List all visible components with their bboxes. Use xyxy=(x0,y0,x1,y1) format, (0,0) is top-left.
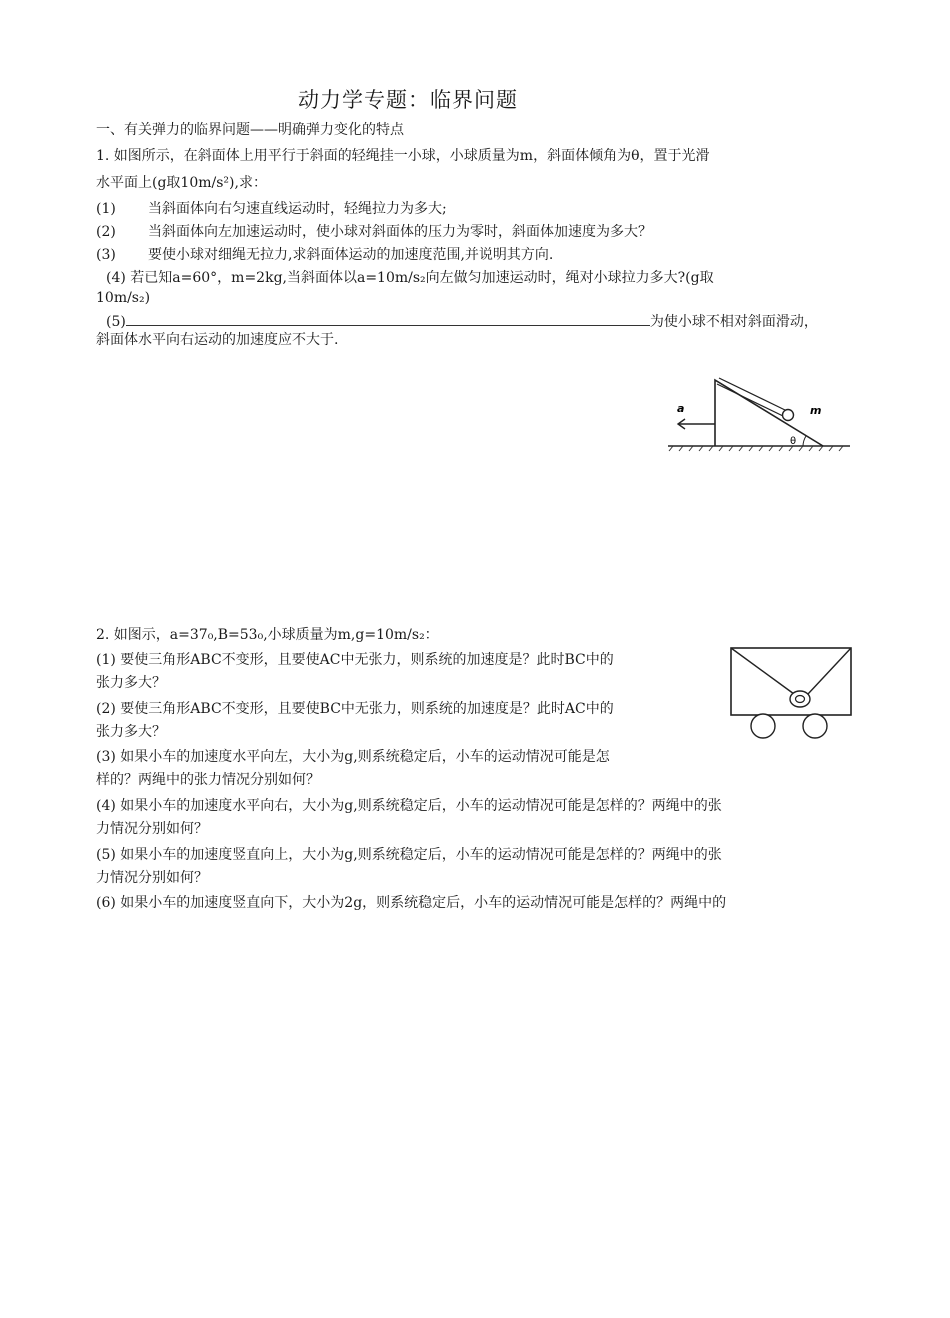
q1-part4-line1: (4) 若已知a=60°，m=2kg,当斜面体以a=10m/s₂向左做匀加速运动时，绳对小球拉力多大?(g取 xyxy=(106,270,714,286)
q1-part5-number: (5) xyxy=(106,314,126,330)
q2-part5-line2: 力情况分别如何？ xyxy=(96,870,208,886)
page-title: 动力学专题：临界问题 xyxy=(298,88,518,112)
q1-part5-tail: 为使小球不相对斜面滑动， xyxy=(649,314,818,330)
q1-part3-number: (3) xyxy=(96,247,116,263)
q1-intro-line1: 1. 如图所示，在斜面体上用平行于斜面的轻绳挂一小球，小球质量为m，斜面体倾角为θ，置于光滑 xyxy=(96,148,710,164)
rope xyxy=(717,384,783,416)
incline-figure xyxy=(665,372,865,452)
q2-part1-line2: 张力多大？ xyxy=(96,675,166,691)
ball xyxy=(783,410,794,421)
q1-part3 xyxy=(96,245,553,265)
q2-part3-line1: (3) 如果小车的加速度水平向左，大小为g,则系统稳定后，小车的运动情况可能是怎 xyxy=(96,749,610,765)
right-wheel xyxy=(803,714,827,738)
incline-body xyxy=(715,380,823,446)
fig-label-a: a xyxy=(677,402,685,415)
q1-part4-line2: 10m/s₂) xyxy=(96,290,151,306)
q2-part2-line2: 张力多大？ xyxy=(96,724,166,740)
q1-part1-text: 当斜面体向右匀速直线运动时，轻绳拉力为多大; xyxy=(148,201,447,217)
q1-part3-text: 要使小球对细绳无拉力,求斜面体运动的加速度范围,并说明其方向. xyxy=(148,247,554,263)
answer-blank xyxy=(126,311,650,326)
section-heading: 一、有关弹力的临界问题——明确弹力变化的特点 xyxy=(96,122,404,138)
q2-part3-line2: 样的？两绳中的张力情况分别如何？ xyxy=(96,772,320,788)
q2-part4-line1: (4) 如果小车的加速度水平向右，大小为g,则系统稳定后，小车的运动情况可能是怎样的？两绳中的张 xyxy=(96,798,722,814)
cart-figure xyxy=(728,644,858,744)
angle-arc xyxy=(803,436,806,446)
ball xyxy=(790,691,810,707)
q2-intro: 2. 如图示，a=37₀,B=53₀,小球质量为m,g=10m/s₂： xyxy=(96,627,439,643)
fig-label-theta: θ xyxy=(790,436,797,447)
fig-label-m: m xyxy=(810,404,822,417)
q2-part5-line1: (5) 如果小车的加速度竖直向上，大小为g,则系统稳定后，小车的运动情况可能是怎样的？两绳中的张 xyxy=(96,847,722,863)
q2-part1-line1: (1) 要使三角形ABC不变形，且要使AC中无张力，则系统的加速度是？此时BC中的 xyxy=(96,652,614,668)
q1-part5-line1 xyxy=(106,311,818,332)
q1-intro-line2: 水平面上(g取10m/s²),求： xyxy=(96,175,267,191)
left-wheel xyxy=(751,714,775,738)
q1-part1 xyxy=(96,199,447,219)
q1-part2-number: (2) xyxy=(96,224,116,240)
q2-part4-line2: 力情况分别如何？ xyxy=(96,821,208,837)
cart-body xyxy=(731,648,851,715)
q2-part6-line1: (6) 如果小车的加速度竖直向下，大小为2g，则系统稳定后，小车的运动情况可能是怎样的？两绳中的 xyxy=(96,895,727,911)
q1-part5-line2: 斜面体水平向右运动的加速度应不大于. xyxy=(96,332,339,348)
q1-part2 xyxy=(96,222,652,242)
rope-bc xyxy=(808,648,851,694)
q2-part2-line1: (2) 要使三角形ABC不变形，且要使BC中无张力，则系统的加速度是？此时AC中的 xyxy=(96,701,614,717)
q1-part2-text: 当斜面体向左加速运动时，使小球对斜面体的压力为零时，斜面体加速度为多大？ xyxy=(148,224,652,240)
q1-part1-number: (1) xyxy=(96,201,116,217)
rope-ac xyxy=(731,648,794,694)
